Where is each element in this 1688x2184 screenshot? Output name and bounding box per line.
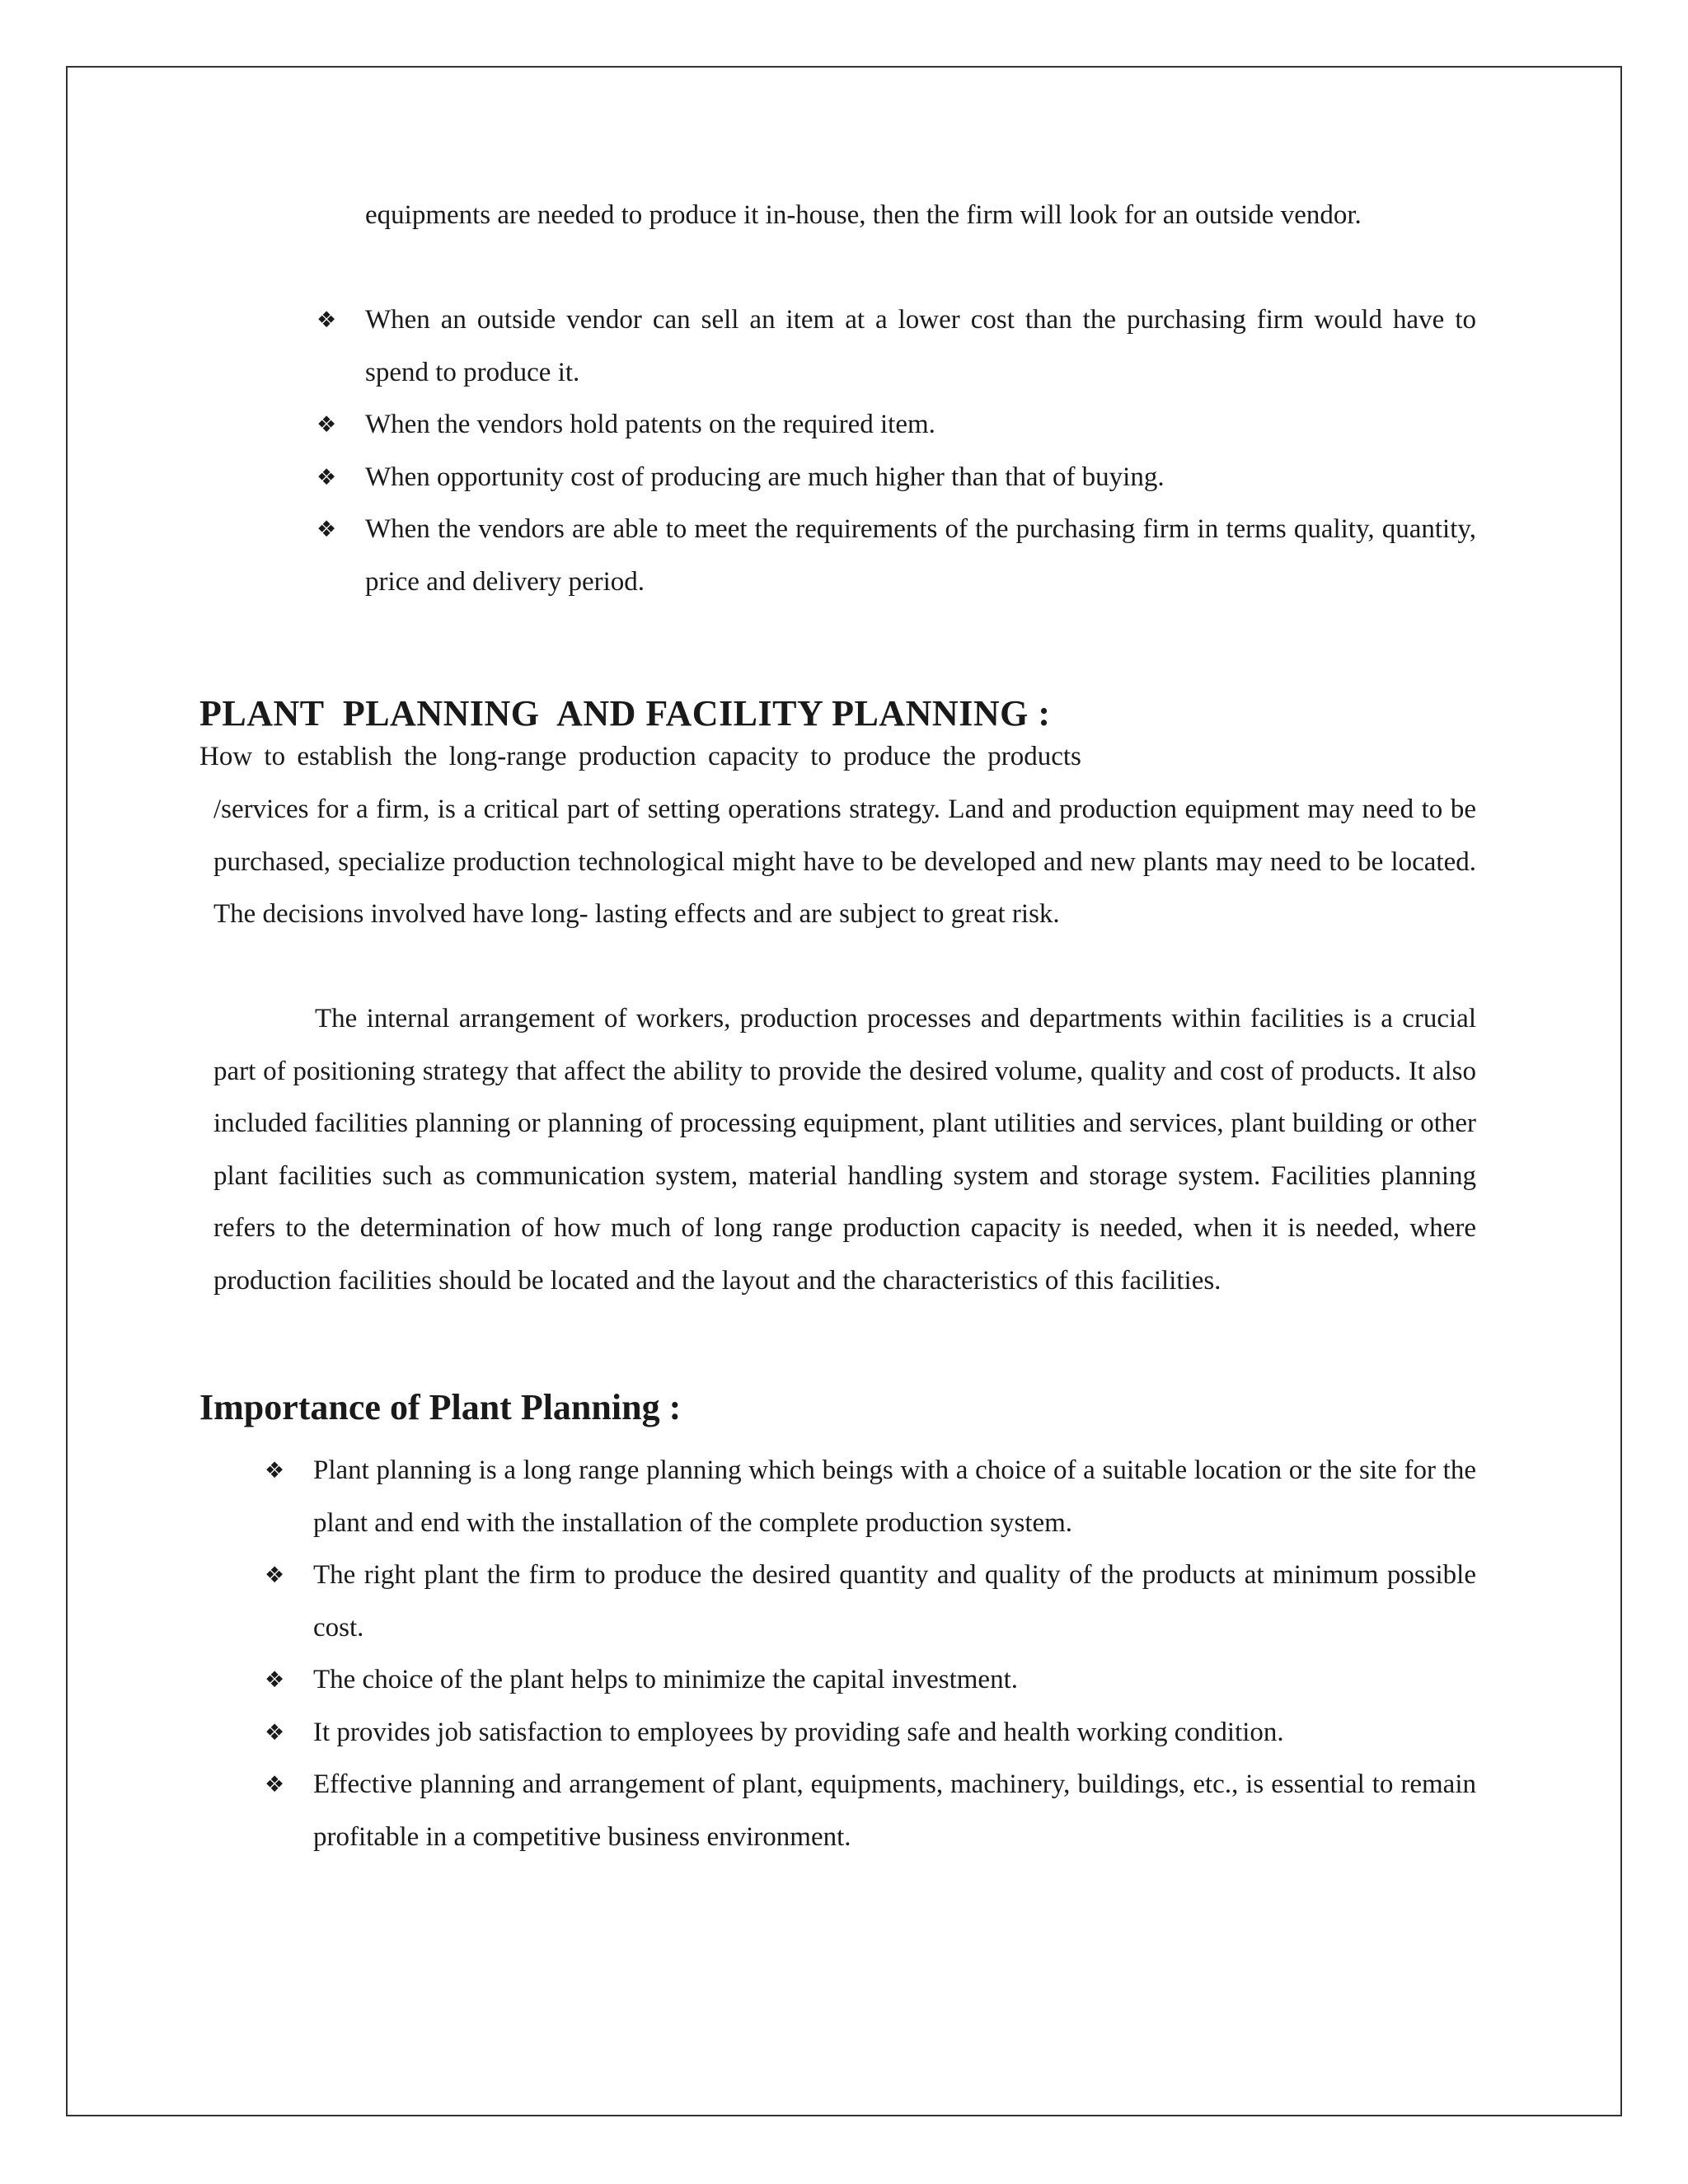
continuation-paragraph: equipments are needed to produce it in-house, then the firm will look for an outside vendor. bbox=[365, 200, 1362, 230]
four-diamond-bullet-icon: ❖ bbox=[316, 412, 337, 438]
importance-list bbox=[265, 1445, 1476, 1863]
importance-heading: Importance of Plant Planning : bbox=[199, 1387, 682, 1427]
section-heading: PLANT PLANNING AND FACILITY PLANNING : bbox=[199, 693, 1051, 733]
paragraph-2: The internal arrangement of workers, production processes and departments within facilities is a crucial part of positioning strategy that affect the ability to provide the desired volume, quality and cost of products. It also included facilities planning or planning of processing equipment, plant utilities and services, plant building or other plant facilities such as communication system, material handling system and storage system. Facilities planning refers to the determination of how much of long range production capacity is needed, when it is needed, where production facilities should be located and the layout and the characteristics of this facilities. bbox=[213, 1004, 1476, 1296]
list-item bbox=[265, 1549, 1476, 1654]
list-item-text: It provides job satisfaction to employees by providing safe and health working condition. bbox=[313, 1717, 1284, 1747]
intro-line: How to establish the long-range production capacity to produce the products bbox=[199, 742, 1081, 771]
four-diamond-bullet-icon: ❖ bbox=[265, 1719, 285, 1746]
list-item bbox=[316, 399, 1476, 452]
list-item bbox=[316, 504, 1476, 608]
list-item bbox=[316, 294, 1476, 399]
list-item bbox=[265, 1707, 1476, 1760]
four-diamond-bullet-icon: ❖ bbox=[316, 464, 337, 490]
list-item bbox=[265, 1759, 1476, 1863]
four-diamond-bullet-icon: ❖ bbox=[316, 517, 337, 542]
four-diamond-bullet-icon: ❖ bbox=[316, 307, 337, 333]
list-item bbox=[265, 1445, 1476, 1549]
list-item-text: The right plant the firm to produce the desired quantity and quality of the products at minimum possible cost. bbox=[313, 1560, 1476, 1643]
list-item-text: When opportunity cost of producing are much higher than that of buying. bbox=[365, 462, 1165, 492]
list-item-text: Plant planning is a long range planning which beings with a choice of a suitable location or the site for the plant and end with the installation of the complete production system. bbox=[313, 1455, 1476, 1538]
list-item-text: When the vendors are able to meet the requirements of the purchasing firm in terms quality, quantity, price and delivery period. bbox=[365, 514, 1476, 597]
list-item-text: Effective planning and arrangement of plant, equipments, machinery, buildings, etc., is essential to remain profitable in a competitive business environment. bbox=[313, 1769, 1476, 1852]
four-diamond-bullet-icon: ❖ bbox=[265, 1772, 285, 1797]
four-diamond-bullet-icon: ❖ bbox=[265, 1563, 285, 1588]
list-item-text: When the vendors hold patents on the required item. bbox=[365, 410, 935, 439]
list-item-text: When an outside vendor can sell an item at a lower cost than the purchasing firm would have to spend to produce it. bbox=[365, 305, 1476, 387]
four-diamond-bullet-icon: ❖ bbox=[265, 1667, 285, 1693]
paragraph-1: /services for a firm, is a critical part of setting operations strategy. Land and production equipment may need to be purchased, specialize production technological might have to be developed and new plants may need to be located. The decisions involved have long- lasting effects and are subject to great risk. bbox=[213, 794, 1476, 929]
four-diamond-bullet-icon: ❖ bbox=[265, 1458, 285, 1483]
list-item-text: The choice of the plant helps to minimize the capital investment. bbox=[313, 1665, 1018, 1694]
list-item bbox=[316, 452, 1476, 504]
buy-reasons-list bbox=[316, 294, 1476, 608]
list-item bbox=[265, 1654, 1476, 1707]
